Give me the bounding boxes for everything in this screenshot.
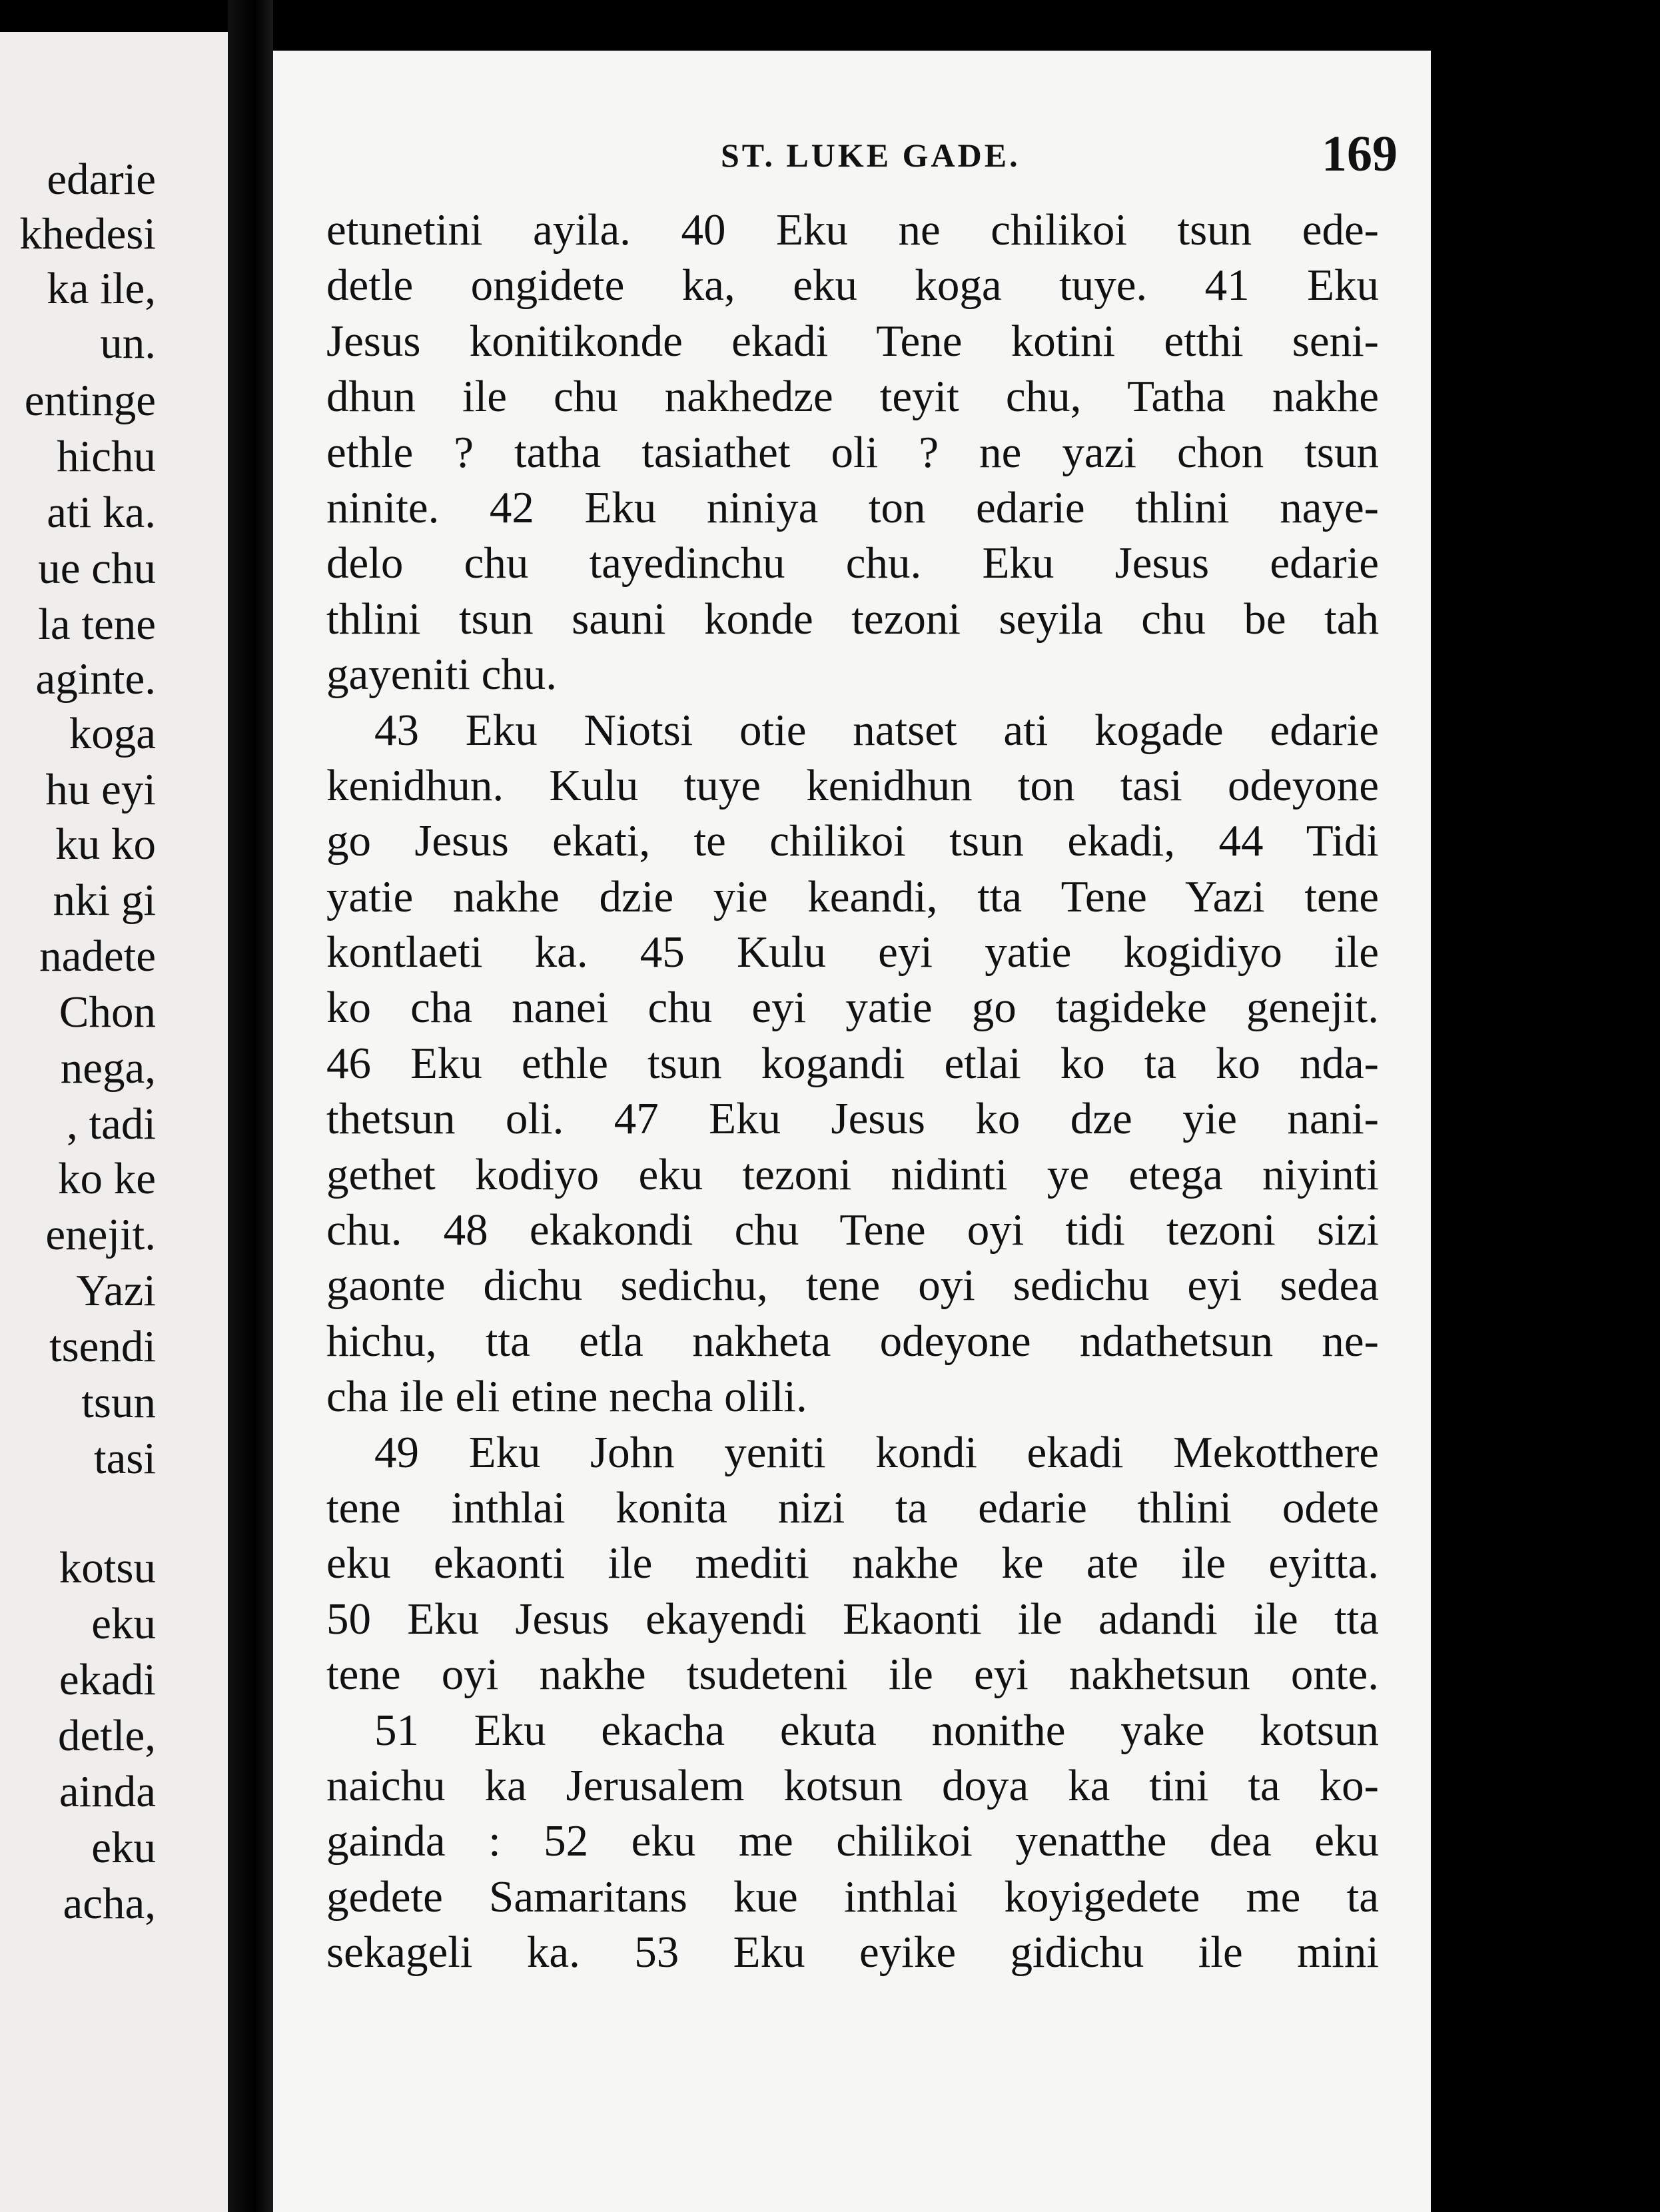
left-page-line: tasi (93, 1434, 156, 1483)
left-page-line: hichu (57, 432, 156, 481)
previous-page-fragment (0, 32, 228, 2212)
text-line: eku ekaonti ile mediti nakhe ke ate ile eyitta. (326, 1538, 1379, 1588)
left-page-line: nki gi (53, 875, 156, 925)
paragraph-start-line: 43 Eku Niotsi otie natset ati kogade edarie (374, 705, 1379, 755)
text-line: etunetini ayila. 40 Eku ne chilikoi tsun ede- (326, 205, 1379, 255)
left-page-line: eku (91, 1823, 156, 1872)
text-line: dhun ile chu nakhedze teyit chu, Tatha nakhe (326, 372, 1379, 422)
left-page-line: nega, (60, 1043, 156, 1093)
running-head: ST. LUKE GADE. (721, 137, 1021, 174)
text-line: gethet kodiyo eku tezoni nidinti ye etega niyinti (326, 1149, 1379, 1199)
left-page-line: un. (100, 318, 156, 368)
text-line: gedete Samaritans kue inthlai koyigedete me ta (326, 1872, 1379, 1922)
left-page-line: eku (91, 1599, 156, 1648)
book-page (273, 51, 1431, 2212)
text-line: tene oyi nakhe tsudeteni ile eyi nakhetsun onte. (326, 1650, 1379, 1700)
text-line: yatie nakhe dzie yie keandi, tta Tene Yazi tene (326, 871, 1379, 921)
text-line: kontlaeti ka. 45 Kulu eyi yatie kogidiyo ile (326, 927, 1379, 977)
left-page-line: ka ile, (47, 264, 156, 313)
left-page-line: Chon (59, 987, 156, 1037)
text-line: Jesus konitikonde ekadi Tene kotini etthi seni- (326, 316, 1379, 366)
left-page-line: hu eyi (45, 765, 156, 814)
text-line: naichu ka Jerusalem kotsun doya ka tini ta ko- (326, 1760, 1379, 1810)
left-page-line: acha, (63, 1879, 156, 1928)
text-line: 46 Eku ethle tsun kogandi etlai ko ta ko nda- (326, 1038, 1379, 1088)
left-page-line: kotsu (59, 1543, 156, 1592)
left-page-line: la tene (38, 600, 156, 649)
left-page-line: edarie (47, 155, 156, 204)
left-page-line: detle, (58, 1711, 156, 1760)
left-page-line: nadete (39, 931, 156, 981)
text-line: gaonte dichu sedichu, tene oyi sedichu eyi sedea (326, 1261, 1379, 1311)
text-line: gainda : 52 eku me chilikoi yenatthe dea eku (326, 1816, 1379, 1866)
text-line: cha ile eli etine necha olili. (326, 1372, 807, 1422)
left-page-line: koga (69, 709, 156, 758)
left-page-line: ko ke (58, 1154, 156, 1203)
text-line: tene inthlai konita nizi ta edarie thlini odete (326, 1482, 1379, 1532)
text-line: hichu, tta etla nakheta odeyone ndathetsun ne- (326, 1316, 1379, 1366)
left-page-line: khedesi (19, 209, 156, 259)
text-line: detle ongidete ka, eku koga tuye. 41 Eku (326, 261, 1379, 310)
left-page-line: tsun (81, 1378, 156, 1427)
page-body (326, 203, 1379, 1981)
text-line: ninite. 42 Eku niniya ton edarie thlini naye- (326, 482, 1379, 532)
left-page-line: ku ko (55, 820, 156, 869)
left-page-line: ati ka. (47, 488, 156, 537)
text-line: sekageli ka. 53 Eku eyike gidichu ile mini (326, 1928, 1379, 1977)
left-page-line: entinge (24, 376, 156, 425)
left-page-line: tsendi (49, 1322, 156, 1371)
left-page-line: , tadi (67, 1099, 156, 1149)
text-line: 50 Eku Jesus ekayendi Ekaonti ile adandi ile tta (326, 1594, 1379, 1644)
text-line: thlini tsun sauni konde tezoni seyila chu be tah (326, 594, 1379, 644)
scan-border (1431, 0, 1660, 2212)
page-number: 169 (1322, 126, 1398, 182)
left-page-line: ue chu (38, 544, 156, 593)
paragraph-start-line: 51 Eku ekacha ekuta nonithe yake kotsun (374, 1705, 1379, 1755)
text-line: gayeniti chu. (326, 650, 558, 700)
left-page-line: aginte. (35, 654, 156, 704)
text-line: ko cha nanei chu eyi yatie go tagideke genejit. (326, 983, 1379, 1033)
paragraph-start-line: 49 Eku John yeniti kondi ekadi Mekotthere (374, 1427, 1379, 1477)
text-line: go Jesus ekati, te chilikoi tsun ekadi, 44 Tidi (326, 816, 1379, 866)
text-line: ethle ? tatha tasiathet oli ? ne yazi chon tsun (326, 427, 1379, 477)
left-page-line: ainda (59, 1767, 156, 1816)
text-line: chu. 48 ekakondi chu Tene oyi tidi tezoni sizi (326, 1205, 1379, 1255)
left-page-line: enejit. (45, 1210, 156, 1259)
text-line: kenidhun. Kulu tuye kenidhun ton tasi odeyone (326, 760, 1379, 810)
book-gutter (228, 0, 273, 2212)
left-page-line: Yazi (76, 1266, 156, 1315)
text-line: delo chu tayedinchu chu. Eku Jesus edarie (326, 538, 1379, 588)
text-line: thetsun oli. 47 Eku Jesus ko dze yie nani- (326, 1094, 1379, 1144)
left-page-line: ekadi (59, 1655, 156, 1704)
